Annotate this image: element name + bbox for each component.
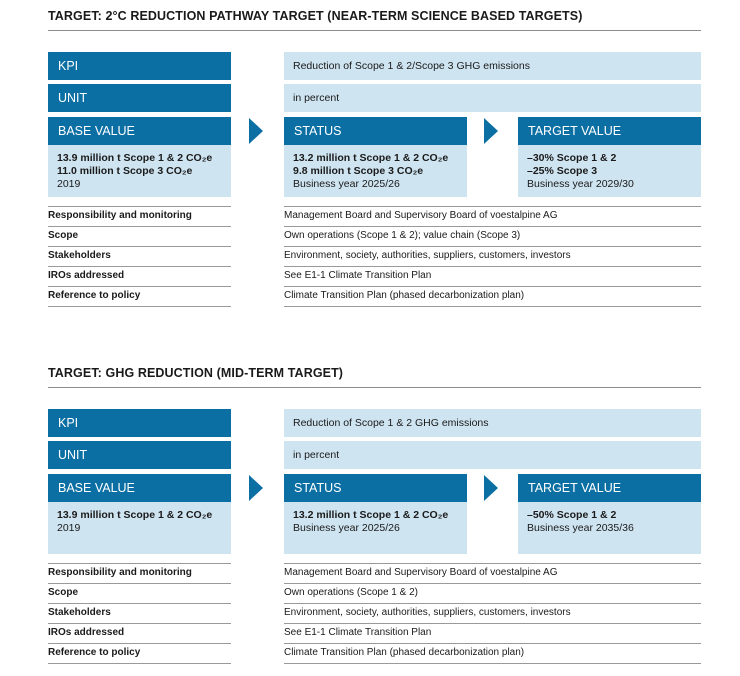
- unit-value: in percent: [284, 84, 701, 112]
- section-title: TARGET: 2°C REDUCTION PATHWAY TARGET (NEAR-TERM SCIENCE BASED TARGETS): [48, 9, 583, 23]
- row-value: Climate Transition Plan (phased decarbonization plan): [284, 647, 525, 658]
- status-header: STATUS: [284, 474, 467, 502]
- table-row: [48, 624, 701, 644]
- row-label: Reference to policy: [48, 290, 141, 301]
- base-value-line: 13.9 million t Scope 1 & 2 CO₂e: [57, 509, 213, 521]
- base-value-header: BASE VALUE: [48, 117, 231, 145]
- table-row: [48, 267, 701, 287]
- row-label: Responsibility and monitoring: [48, 567, 192, 578]
- arrow-right-icon: [484, 475, 498, 501]
- kpi-label: KPI: [48, 409, 231, 437]
- table-row: [48, 564, 701, 584]
- arrow-right-icon: [484, 118, 498, 144]
- divider: [48, 30, 701, 31]
- row-value: Climate Transition Plan (phased decarbonization plan): [284, 290, 525, 301]
- row-label: Scope: [48, 230, 79, 241]
- arrow-right-icon: [249, 475, 263, 501]
- base-value-line: 11.0 million t Scope 3 CO₂e: [57, 165, 193, 177]
- row-value: See E1-1 Climate Transition Plan: [284, 627, 432, 638]
- status-line: 13.2 million t Scope 1 & 2 CO₂e: [293, 509, 449, 521]
- kpi-value: Reduction of Scope 1 & 2/Scope 3 GHG emissions: [284, 52, 701, 80]
- divider: [48, 387, 701, 388]
- target-value-line: –30% Scope 1 & 2: [527, 152, 617, 164]
- row-label: Stakeholders: [48, 607, 111, 618]
- status-year: Business year 2025/26: [293, 522, 400, 534]
- target-value-panel: [518, 502, 701, 554]
- unit-label: UNIT: [48, 441, 231, 469]
- base-value-header: BASE VALUE: [48, 474, 231, 502]
- row-label: Stakeholders: [48, 250, 111, 261]
- table-row: [48, 207, 701, 227]
- row-value: Own operations (Scope 1 & 2); value chain (Scope 3): [284, 230, 521, 241]
- table-row: [48, 644, 701, 664]
- row-value: Management Board and Supervisory Board of voestalpine AG: [284, 567, 558, 578]
- row-label: IROs addressed: [48, 627, 125, 638]
- section-title: TARGET: GHG REDUCTION (MID-TERM TARGET): [48, 366, 344, 380]
- target-value-header: TARGET VALUE: [518, 117, 701, 145]
- row-label: Responsibility and monitoring: [48, 210, 192, 221]
- row-value: Environment, society, authorities, suppliers, customers, investors: [284, 607, 571, 618]
- row-value: See E1-1 Climate Transition Plan: [284, 270, 432, 281]
- status-panel: [284, 502, 467, 554]
- base-value-panel: [48, 145, 231, 197]
- table-row: [48, 584, 701, 604]
- target-value-panel: [518, 145, 701, 197]
- target-value-year: Business year 2035/36: [527, 522, 634, 534]
- target-value-line: –25% Scope 3: [527, 165, 598, 177]
- status-panel: [284, 145, 467, 197]
- row-label: Scope: [48, 587, 79, 598]
- status-line: 9.8 million t Scope 3 CO₂e: [293, 165, 424, 177]
- target-value-header: TARGET VALUE: [518, 474, 701, 502]
- base-value-year: 2019: [57, 178, 81, 190]
- unit-label: UNIT: [48, 84, 231, 112]
- row-value: Management Board and Supervisory Board of voestalpine AG: [284, 210, 558, 221]
- table-row: [48, 247, 701, 267]
- status-line: 13.2 million t Scope 1 & 2 CO₂e: [293, 152, 449, 164]
- target-value-year: Business year 2029/30: [527, 178, 634, 190]
- base-value-panel: [48, 502, 231, 554]
- target-value-line: –50% Scope 1 & 2: [527, 509, 617, 521]
- arrow-right-icon: [249, 118, 263, 144]
- kpi-label: KPI: [48, 52, 231, 80]
- table-row: [48, 227, 701, 247]
- row-value: Environment, society, authorities, suppliers, customers, investors: [284, 250, 571, 261]
- kpi-value: Reduction of Scope 1 & 2 GHG emissions: [284, 409, 701, 437]
- base-value-year: 2019: [57, 522, 81, 534]
- table-row: [48, 604, 701, 624]
- unit-value: in percent: [284, 441, 701, 469]
- table-row: [48, 287, 701, 307]
- row-label: IROs addressed: [48, 270, 125, 281]
- status-header: STATUS: [284, 117, 467, 145]
- status-year: Business year 2025/26: [293, 178, 400, 190]
- base-value-line: 13.9 million t Scope 1 & 2 CO₂e: [57, 152, 213, 164]
- row-value: Own operations (Scope 1 & 2): [284, 587, 418, 598]
- row-label: Reference to policy: [48, 647, 141, 658]
